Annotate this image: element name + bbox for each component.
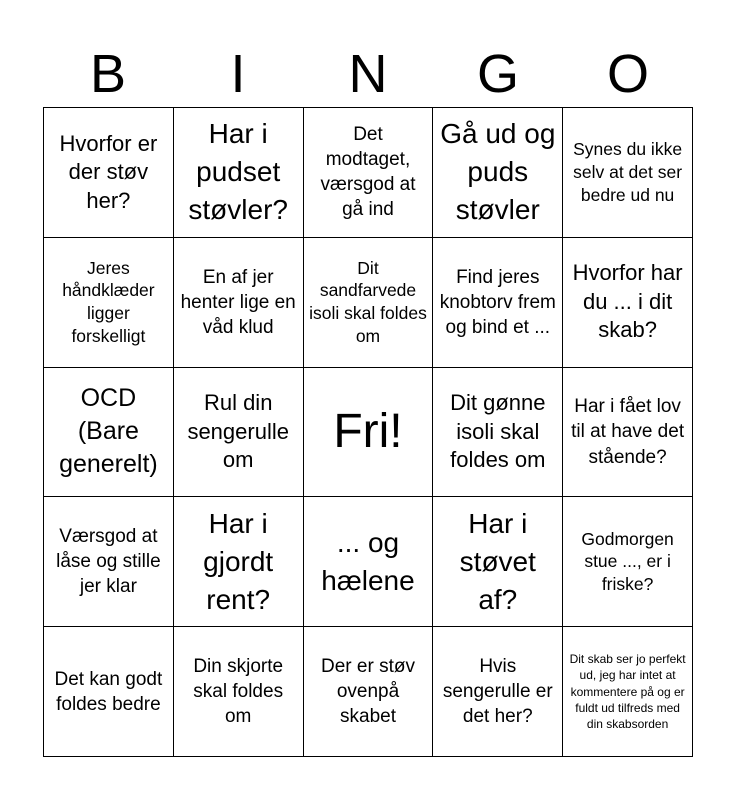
bingo-cell[interactable] [433,108,563,238]
bingo-cell[interactable] [174,238,304,368]
bingo-header [43,40,693,108]
bingo-cell[interactable] [44,627,174,757]
bingo-cell-text: Godmorgen stue ..., er i friske? [581,528,674,595]
bingo-cell[interactable] [563,108,693,238]
bingo-cell[interactable] [433,627,563,757]
bingo-cell[interactable] [433,238,563,368]
bingo-cell-text: Dit gønne isoli skal foldes om [450,390,546,473]
bingo-cell-text: Har i pudset støvler? [188,118,288,226]
bingo-cell-text: Det modtaget, værsgod at gå ind [320,124,416,221]
bingo-cell-text: Har i støvet af? [459,507,536,615]
bingo-grid [43,107,693,757]
bingo-cell-text: Gå ud og puds støvler [440,118,556,226]
bingo-cell-text: Værsgod at låse og stille jer klar [56,526,161,598]
bingo-cell[interactable] [44,497,174,627]
header-letter-b: B [89,44,127,104]
bingo-cell[interactable] [433,497,563,627]
bingo-cell-text: Har i gjordt rent? [203,507,274,615]
bingo-cell[interactable] [174,108,304,238]
bingo-cell-text: Dit skab ser jo perfekt ud, jeg har intet at kommentere på og er fuldt ud tilfreds med din skabsorden [569,652,686,731]
bingo-cell-text: Dit sandfarvede isoli skal foldes om [309,257,427,346]
bingo-cell-text: Det kan godt foldes bedre [54,668,163,715]
bingo-cell[interactable] [563,627,693,757]
bingo-cell-text: Din skjorte skal foldes om [193,655,284,728]
bingo-cell[interactable] [304,238,434,368]
bingo-cell-text: Synes du ikke selv at det ser bedre ud nu [573,139,683,205]
bingo-cell[interactable] [304,108,434,238]
bingo-cell-text: Rul din sengerulle om [187,390,289,473]
header-letter-i: I [230,44,246,104]
bingo-cell[interactable] [174,497,304,627]
bingo-cell[interactable] [304,497,434,627]
bingo-cell-text: OCD (Bare generelt) [59,384,158,479]
bingo-cell[interactable] [44,368,174,498]
header-letter-n: N [348,44,388,104]
bingo-cell[interactable] [44,108,174,238]
header-letter-g: G [476,44,519,104]
bingo-cell-text: Hvorfor er der støv her? [59,130,158,213]
bingo-cell-text: Der er støv ovenpå skabet [321,655,415,728]
bingo-cell[interactable] [174,627,304,757]
bingo-cell[interactable] [433,368,563,498]
header-letter-o: O [606,44,649,104]
bingo-cell[interactable] [174,368,304,498]
bingo-cell[interactable] [563,497,693,627]
free-space-cell[interactable] [304,368,434,498]
bingo-cell-text: En af jer henter lige en våd klud [180,266,296,338]
bingo-cell-text: ... og hælene [321,526,415,596]
free-space-text: Fri! [333,405,403,459]
bingo-cell[interactable] [563,238,693,368]
bingo-cell-text: Hvorfor har du ... i dit skab? [572,260,683,343]
bingo-cell-text: Find jeres knobtorv frem og bind et ... [439,266,556,338]
bingo-cell-text: Har i fået lov til at have det stående? [571,396,685,468]
bingo-cell-text: Jeres håndklæder ligger forskelligt [62,257,155,346]
bingo-cell[interactable] [44,238,174,368]
bingo-cell[interactable] [563,368,693,498]
bingo-cell[interactable] [304,627,434,757]
bingo-cell-text: Hvis sengerulle er det her? [442,655,553,728]
